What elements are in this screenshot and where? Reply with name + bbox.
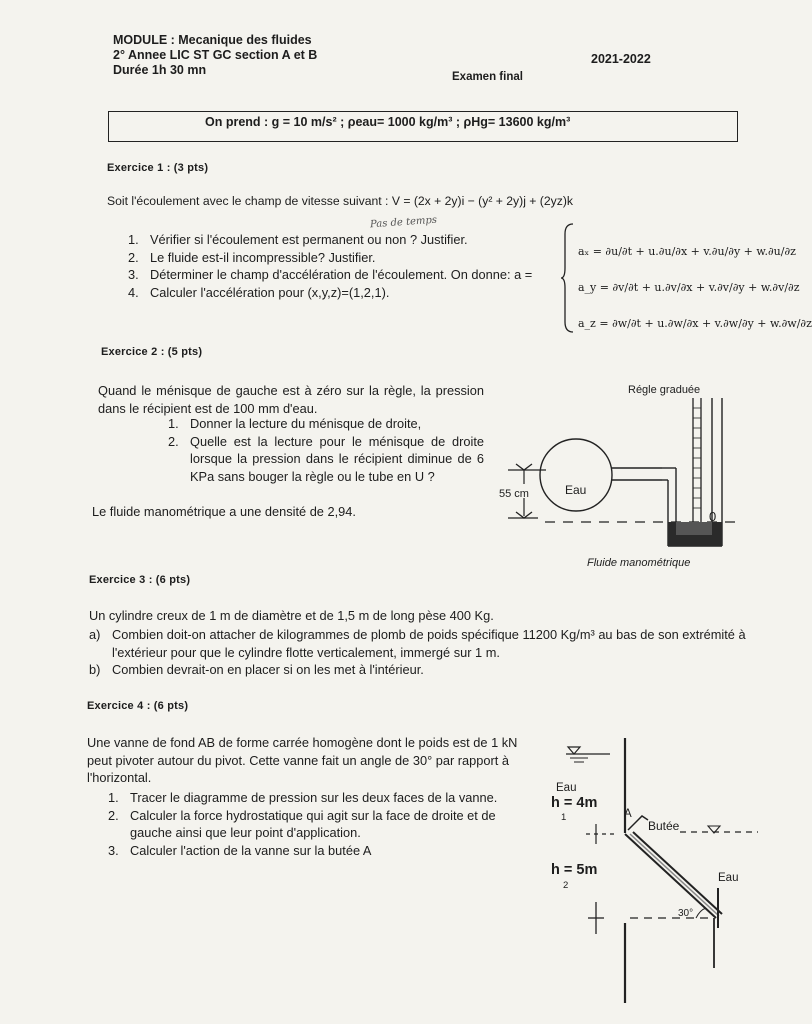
- water-right-label: Eau: [718, 872, 739, 884]
- duration: Durée 1h 30 mn: [113, 63, 207, 77]
- exercise-1-intro: Soit l'écoulement avec le champ de vitesse suivant : V = (2x + 2y)i − (y² + 2y)j + (2yz)k: [107, 194, 573, 208]
- exercise-3-b: Combien devrait-on en placer si on les met à l'intérieur.: [112, 662, 424, 677]
- equation-ay: a_y = ∂v/∂t + u.∂v/∂x + v.∂v/∂y + w.∂v/∂z: [578, 281, 800, 294]
- list-item: 1. Vérifier si l'écoulement est permanent ou non ? Justifier.: [128, 232, 468, 247]
- list-item: 2. Le fluide est-il incompressible? Justifier.: [128, 249, 376, 265]
- list-item: 4. Calculer l'accélération pour (x,y,z)=(1,2,1).: [128, 284, 390, 300]
- handwritten-note: Pas de temps: [369, 214, 438, 231]
- academic-year: 2021-2022: [591, 52, 651, 66]
- water-left-label: Eau: [556, 782, 577, 794]
- list-item: 3. Calculer l'action de la vanne sur la butée A: [108, 842, 372, 858]
- list-item: 1. Tracer le diagramme de pression sur les deux faces de la vanne.: [108, 790, 498, 805]
- water-label: Eau: [565, 483, 587, 497]
- point-a-label: A: [624, 808, 632, 820]
- exam-type: Examen final: [452, 71, 523, 83]
- h2-label: h = 5m: [551, 862, 598, 878]
- exercise-3-intro: Un cylindre creux de 1 m de diamètre et de 1,5 m de long pèse 400 Kg.: [89, 608, 494, 623]
- h2-subscript: 2: [563, 880, 569, 891]
- h1-label: h = 4m: [551, 795, 598, 811]
- exercise-2-list: [168, 415, 484, 485]
- exercise-4-intro: Une vanne de fond AB de forme carrée homogène dont le poids est de 1 kN peut pivoter autour du pivot. Cette vanne fait un angle de 30° par rapport à l'horizontal.: [87, 735, 518, 785]
- exercise-2-title: Exercice 2 : (5 pts): [101, 346, 203, 358]
- list-item: 2. Quelle est la lecture pour le ménisque de droite lorsque la pression dans le récipient diminue de 6 KPa sans bouger la règle ou le tube en U ?: [168, 433, 484, 484]
- exercise-4-title: Exercice 4 : (6 pts): [87, 700, 189, 712]
- exercise-3-a-label: a): [89, 627, 101, 642]
- list-item: 1. Donner la lecture du ménisque de droite,: [168, 416, 422, 431]
- constants-text: On prend : g = 10 m/s² ; ρeau= 1000 kg/m³ ; ρHg= 13600 kg/m³: [205, 115, 571, 129]
- angle-label: 30°: [678, 908, 694, 919]
- butee-label: Butée: [648, 819, 680, 833]
- list-item: 3. Déterminer le champ d'accélération de l'écoulement. On donne: a =: [128, 267, 533, 282]
- exercise-3-a: Combien doit-on attacher de kilogrammes de plomb de poids spécifique 11200 Kg/m³ au bas de son extrémité à l'extérieur pour que le cylindre flotte verticalement, immergé sur 1 m.: [112, 627, 746, 660]
- exercise-1-title: Exercice 1 : (3 pts): [107, 162, 209, 174]
- zero-mark: 0: [709, 509, 717, 524]
- exercise-1-list: [128, 231, 568, 301]
- ruler-label: Régle graduée: [628, 384, 701, 396]
- module-title: MODULE : Mecanique des fluides: [113, 33, 312, 47]
- exercise-2-intro: Quand le ménisque de gauche est à zéro sur la règle, la pression dans le récipient est de 100 mm d'eau.: [98, 383, 484, 416]
- acceleration-system: [578, 234, 812, 342]
- exercise-2-outro: Le fluide manométrique a une densité de 2,94.: [92, 504, 356, 519]
- manometric-fluid-label: Fluide manométrique: [587, 557, 691, 569]
- manometer-figure: [490, 398, 750, 558]
- equation-az: a_z = ∂w/∂t + u.∂w/∂x + v.∂w/∂y + w.∂w/∂z: [578, 317, 812, 330]
- h1-subscript: 1: [561, 812, 567, 823]
- year-level: 2° Annee LIC ST GC section A et B: [113, 48, 318, 62]
- height-label: 55 cm: [499, 488, 529, 500]
- exercise-3-title: Exercice 3 : (6 pts): [89, 574, 191, 586]
- list-item: 2. Calculer la force hydrostatique qui agit sur la face de droite et de gauche ainsi que leur point d'application.: [108, 807, 496, 840]
- acceleration-system-brace: [561, 222, 575, 334]
- exercise-4-list: [108, 789, 533, 859]
- equation-ax: aₓ = ∂u/∂t + u.∂u/∂x + v.∂u/∂y + w.∂u/∂z: [578, 245, 796, 258]
- exercise-3-b-label: b): [89, 662, 101, 677]
